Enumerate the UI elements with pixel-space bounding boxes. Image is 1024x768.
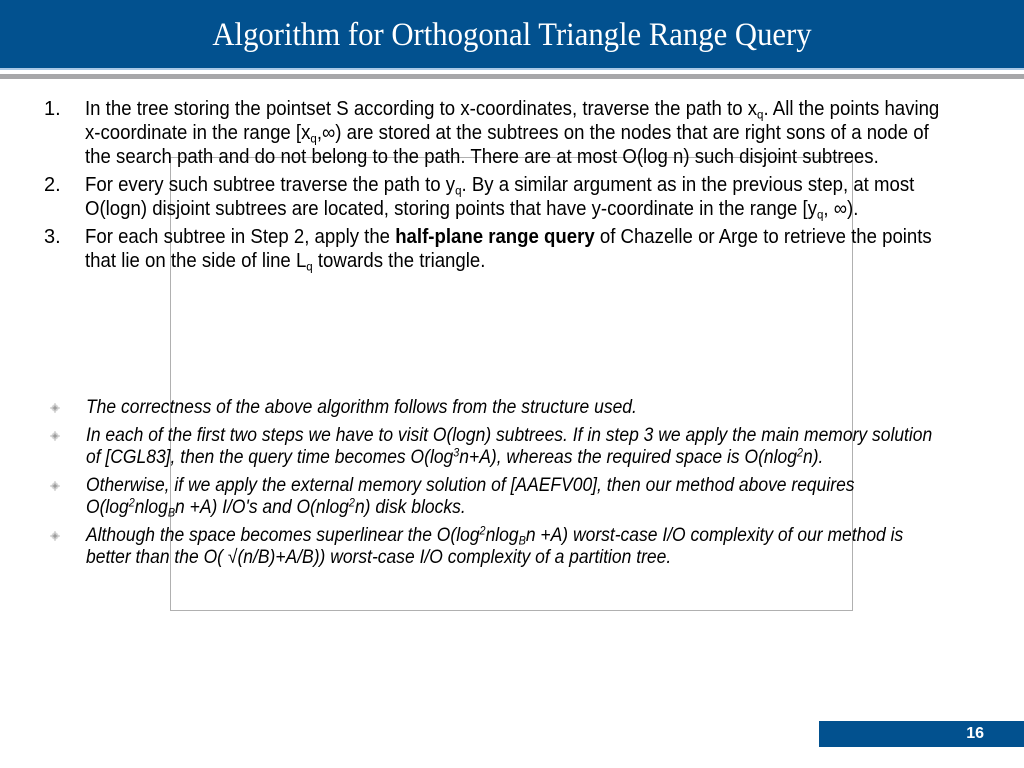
slide-title: Algorithm for Orthogonal Triangle Range Query xyxy=(212,17,812,53)
step-number: 2. xyxy=(44,174,61,196)
bullet-text: Otherwise, if we apply the external memory solution of [AAEFV00], then our method above requires $O(\log^2nlog_Bn +A)$ I/O's and O(nlog$^2$n) disk blocks. xyxy=(86,475,855,520)
step-text: For each subtree in Step 2, apply the half-plane range query of Chazelle or Arge to retrieve the points that lie on the side of line $L_q$ towards the triangle. xyxy=(85,226,932,274)
title-underline-gray xyxy=(0,74,1024,79)
bullet-text: The correctness of the above algorithm follows from the structure used. xyxy=(86,397,637,418)
bullet-item xyxy=(48,475,968,519)
step-2 xyxy=(44,173,974,221)
bullet-item xyxy=(48,397,968,419)
step-text: In the tree storing the pointset S according to x-coordinates, traverse the path to $x_q$. All the points having x-coordinate in the range $[x_q,\infty)$ are stored at the subtrees on the nodes that are right sons of a node of the search path and do not belong to the path. There are at most O(log n) such disjoint subtrees. xyxy=(85,98,940,168)
step-text: For every such subtree traverse the path to $y_q$. By a similar argument as in the previous step, at most O(logn) disjoint subtrees are located, storing points that have y-coordinate in the range [$y_q$, ∞). xyxy=(85,174,915,222)
bullet-item xyxy=(48,525,968,569)
crosshair-bullet-icon xyxy=(50,431,60,441)
crosshair-bullet-icon xyxy=(50,531,60,541)
step-number: 1. xyxy=(44,98,61,120)
emphasis-half-plane-range-query: half-plane range query xyxy=(395,226,595,248)
numbered-steps xyxy=(44,97,974,277)
bullet-item xyxy=(48,425,968,469)
step-1 xyxy=(44,97,974,169)
page-number: 16 xyxy=(966,725,984,742)
step-number: 3. xyxy=(44,226,61,248)
crosshair-bullet-icon xyxy=(50,481,60,491)
step-3 xyxy=(44,225,974,273)
bullet-list xyxy=(48,397,968,575)
crosshair-bullet-icon xyxy=(50,403,60,413)
title-underline-light xyxy=(0,68,1024,70)
footer-bar xyxy=(819,721,1024,747)
bullet-text: In each of the first two steps we have to visit O(logn) subtrees. If in step 3 we apply the main memory solution of [CGL83], then the query time becomes $O(\log^3n+A)$, whereas the required space is O(nlog$^2$n). xyxy=(86,425,933,468)
bullet-text: Although the space becomes superlinear the $O(\log^2nlog_Bn +A)$ worst-case I/O complexity of our method is better than the O( √(n/B)+A/B)) worst-case I/O complexity of a partition tree. xyxy=(86,524,904,568)
